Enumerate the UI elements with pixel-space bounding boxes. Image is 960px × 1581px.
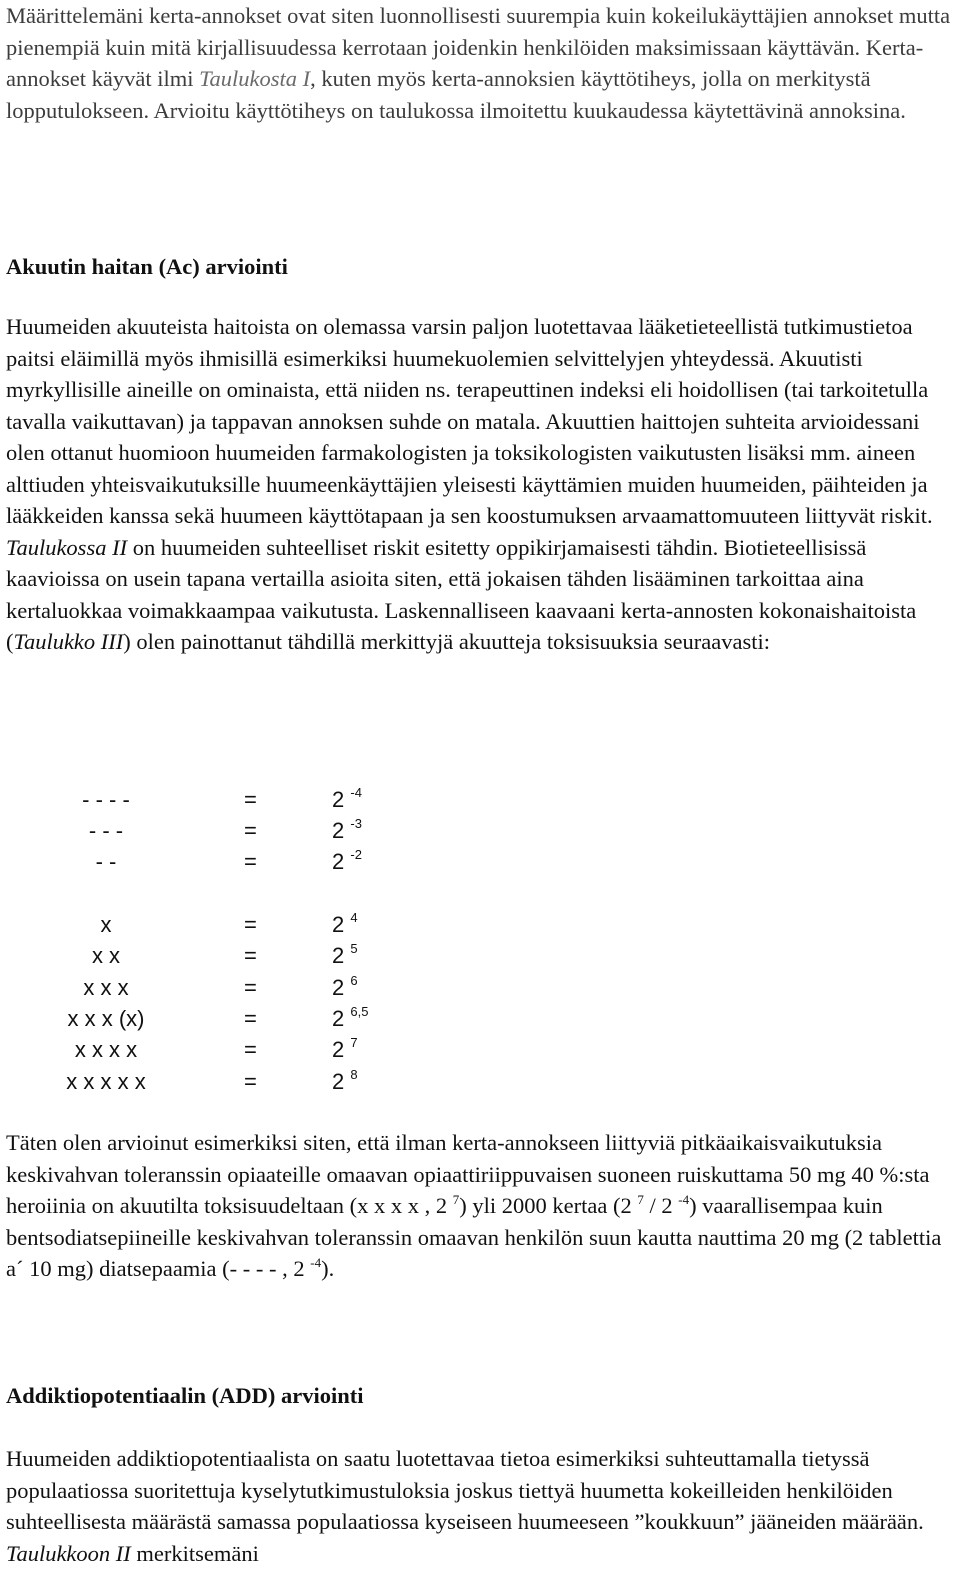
superscript: -4	[310, 1255, 322, 1270]
acute-text-3: ) olen painottanut tähdillä merkittyjä akuutteja toksisuuksia seuraavasti:	[123, 629, 770, 654]
table-reference: Taulukko III	[13, 629, 124, 654]
scale-exponent: 8	[350, 1067, 358, 1082]
scale-equals: =	[244, 787, 257, 812]
scale-symbol: - - -	[88, 818, 124, 843]
table-reference: Taulukossa II	[6, 534, 128, 560]
superscript: -4	[678, 1192, 690, 1207]
scale-equals: =	[244, 912, 257, 937]
scale-equals: =	[244, 1069, 257, 1094]
toxicity-scale	[6, 0, 954, 1581]
addiction-paragraph: Huumeiden addiktiopotentiaalista on saatu luotettavaa tietoa esimerkiksi suhteuttamalla tietyssä populaatiossa suoritettuja kyselytutkimustuloksia joskus tiettyä huumetta kokeilleiden henkilöiden suhteellisesta määrästä samassa populaatiossa kyseiseen huumeeseen ”koukkuun” jääneiden määrään. Taulukkoon II merkitsemäni	[6, 1446, 924, 1566]
scale-exponent: -2	[350, 847, 362, 862]
acute-text-2: on huumeiden suhteelliset riskit esitetty oppikirjamaisesti tähdin. Biotieteellisissä kaavioissa on usein tapana vertailla asioita siten, että jokaisen tähden lisääminen tarkoittaa aina kertaluokkaa voimakkaampaa vaikutusta. Laskennalliseen kaavaani kerta-annosten kokonaishaitoista (	[6, 534, 917, 654]
scale-equals: =	[244, 1006, 257, 1031]
scale-value: 2 $^{-2}$	[332, 847, 362, 874]
table-reference: Taulukosta I	[199, 66, 311, 91]
scale-value: 2 $^{-3}$	[332, 816, 362, 843]
scale-symbol: - -	[95, 849, 117, 874]
scale-value: 2 $^7$	[332, 1035, 358, 1062]
superscript: 7	[637, 1192, 644, 1207]
scale-exponent: -4	[350, 785, 362, 800]
section-heading-addiction: Addiktiopotentiaalin (ADD) arviointi	[6, 1383, 364, 1408]
table-reference: Taulukkoon II	[6, 1540, 131, 1566]
scale-equals: =	[244, 943, 257, 968]
scale-equals: =	[244, 1037, 257, 1062]
scale-value: 2 $^{-4}$	[332, 785, 362, 812]
scale-exponent: -3	[350, 816, 362, 831]
example-paragraph: Täten olen arvioinut esimerkiksi siten, että ilman kerta-annokseen liittyviä pitkäaikaisvaikutuksia keskivahvan toleranssin opiaateille omaavan opiaattiriippuvaisen suoneen ruiskuttama 50 mg 40 %:sta heroiinia on akuutilta toksisuudeltaan (x x x x , 2 $^7$) yli 2000 kertaa (2 $^7$ / 2 $^{-4}$) vaarallisempaa kuin bentsodiatsepiineille keskivahvan toleranssin omaavan henkilön suun kautta nauttima 20 mg (2 tablettia a´ 10 mg) diatsepaamia (- - - - , 2 $^{-4}$).	[6, 1130, 942, 1281]
scale-exponent: 5	[350, 941, 358, 956]
scale-equals: =	[244, 849, 257, 874]
scale-value: 2 $^5$	[332, 941, 358, 968]
scale-value: 2 $^4$	[332, 910, 358, 937]
scale-value: 2 $^8$	[332, 1067, 358, 1094]
scale-exponent: 6,5	[350, 1004, 369, 1019]
scale-symbol: x x x (x)	[67, 1006, 145, 1031]
scale-symbol: - - - -	[82, 787, 130, 812]
scale-symbol: x x x x x	[66, 1069, 146, 1094]
section-heading-acute: Akuutin haitan (Ac) arviointi	[6, 254, 288, 279]
scale-exponent: 4	[350, 910, 358, 925]
scale-value: 2 $^{6,5}$	[332, 1004, 369, 1031]
scale-symbol: x x	[91, 943, 121, 968]
scale-exponent: 7	[350, 1035, 358, 1050]
scale-equals: =	[244, 975, 257, 1000]
intro-text-1: Määrittelemäni kerta-annokset ovat siten luonnollisesti suurempia kuin kokeilukäyttäjien annokset mutta pienempiä kuin mitä kirjallisuudessa kerrotaan joidenkin henkilöiden maksimissaan käyttävän. Kerta-annokset käyvät ilmi	[6, 3, 951, 91]
scale-equals: =	[244, 818, 257, 843]
scale-symbol: x	[100, 912, 112, 937]
acute-text-1: Huumeiden akuuteista haitoista on olemassa varsin paljon luotettavaa lääketieteellistä tutkimustietoa paitsi eläimillä myös ihmisillä esimerkiksi huumekuolemien selvittelyjen yhteydessä. Akuutisti myrkyllisille aineille on ominaista, että niiden ns. terapeuttinen indeksi eli hoidollisen (tai tarkoitetulla tavalla vaikuttavan) ja tappavan annoksen suhde on matala. Akuuttien haittojen suhteita arvioidessani olen ottanut huomioon huumeiden farmakologisten ja toksikologisten vaikutusten lisäksi mm. aineen alttiuden yhteisvaikutuksille huumeenkäyttäjien yleisesti käyttämien muiden huumeiden, päihteiden ja lääkkeiden kanssa sekä huumeen käyttötapaan ja sen koostumuksen arvaamattomuuteen liittyvät riskit.	[6, 314, 933, 528]
intro-text-2: , kuten myös kerta-annoksien käyttötiheys, jolla on merkitystä lopputulokseen. Arvioitu käyttötiheys on taulukossa ilmoitettu kuukaudessa käytettävinä annoksina.	[6, 66, 906, 123]
scale-value: 2 $^6$	[332, 973, 358, 1000]
superscript: 7	[452, 1192, 460, 1207]
scale-exponent: 6	[350, 973, 358, 988]
scale-symbol: x x x	[83, 975, 129, 1000]
scale-symbol: x x x x	[74, 1037, 138, 1062]
